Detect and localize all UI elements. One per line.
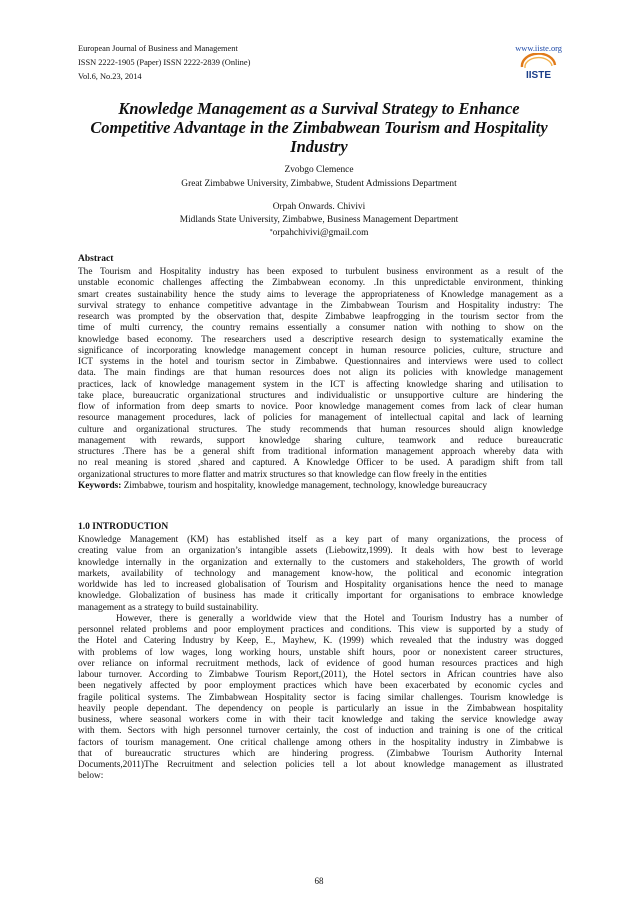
abstract-line: knowledge based economy. The researchers used a descriptive research design to systematically examine the [78,334,563,345]
abstract-line: management with rewards, support knowledge sharing culture, teamwork and reduce bureaucratic [78,435,563,446]
intro-line: with them. Sectors with high personnel turnover certainly, the cost of induction and training is one of the critical [78,726,563,737]
intro-line: that of bureaucratic structures which are hindering progress. (Zimbabwe Tourism Authority Internal [78,748,563,759]
intro-line: Knowledge Management (KM) has established itself as a key part of many organizations, the process of [78,535,563,545]
intro-line: knowledge. Globalization of business has made it critically important for organisations to embrace knowledge [78,591,563,602]
intro-line: personnel related problems and poor employment practices and conditions. This view is supported by a study of [78,625,563,635]
intro-line: been negatively affected by poor employment practices which have been exacerbated by economic cycles and [78,681,563,692]
abstract-line: flow of information from deep smarts to novice. Poor knowledge management comes from lack of clear human [78,402,563,412]
email-mark: * [269,229,273,235]
intro-line: fragile political systems. The Zimbabwean Hospitality sector is facing similar challenges. Tourism knowledge is [78,692,563,703]
intro-line: heavily people dependant. The dependency on people is particularly an issue in the Zimbabwean hospitality [78,703,563,714]
author-1-affiliation: Great Zimbabwe University, Zimbabwe, Student Admissions Department [181,179,457,189]
intro-line: business, where seasonal workers come in with their tacit knowledge and taking the service knowledge away [78,715,563,725]
intro-line: However, there is generally a worldwide view that the Hotel and Tourism Industry has a number of [116,613,563,624]
intro-line: worldwide has led to increased globalisation of Tourism and Hospitality organisations hence the need to manage [78,580,563,590]
author-2-affiliation: Midlands State University, Zimbabwe, Business Management Department [179,215,459,225]
intro-line: knowledge internally in the organization and externally to the customers and stakeholders, The growth of world [78,557,563,568]
intro-line: below: [78,771,104,782]
author-1-name: Zvobgo Clemence [284,165,354,175]
abstract-line: unstable economic challenges affecting the Zimbabwean economy. .In this unpredictable environment, thinking [78,278,563,289]
journal-url-link[interactable]: www.iiste.org [515,44,562,53]
journal-name: European Journal of Business and Management [78,44,238,53]
abstract-line: The Tourism and Hospitality industry has been exposed to turbulent business environment as a result of the [78,267,563,277]
intro-line: markets, availability of technology and management know-how, the political and economic integration [78,568,563,579]
volume-line: Vol.6, No.23, 2014 [78,72,142,81]
abstract-line: significance of incorporating knowledge management concept in human resource policies, culture, structure and [78,345,563,356]
intro-line: management as a strategy to build sustainability. [78,602,259,613]
keywords-text: Zimbabwe, tourism and hospitality, knowledge management, technology, knowledge bureaucracy [121,480,488,491]
abstract-line: practices, lack of knowledge management system in the ICT is affecting knowledge sharing and utilisation to [78,379,563,390]
abstract-line: culture and organizational structures. The study recommends that human resources should align knowledge [78,424,563,435]
issn-line: ISSN 2222-1905 (Paper) ISSN 2222-2839 (Online) [78,58,251,67]
author-email [0,228,638,239]
svg-text:IISTE: IISTE [525,70,552,80]
abstract-line: research was prompted by the observation that, despite Zimbabwe leapfrogging in the tourism sector from the [78,312,563,322]
intro-line: Documents,2011)The Recruitment and selection policies tell a lot about knowledge management as illustrated [78,760,563,770]
introduction-heading: 1.0 INTRODUCTION [78,522,169,532]
keywords-label: Keywords: [78,480,122,491]
author-2-name: Orpah Onwards. Chivivi [272,202,366,212]
intro-line: creating value from an organization’s intangible assets (Liebowitz,1999). It deals with how best to leverage [78,546,563,557]
abstract-body [78,267,563,492]
abstract-line: structures .There has be a general shift from traditional information management approach whereby data with [78,447,563,457]
abstract-line: ICT systems in the hotel and tourism sector in Zimbabwe. Questionnaires and interviews were used to collect [78,357,563,367]
intro-line: labour turnover. According to Zimbabwe Tourism Report,(2011), the Hotel sectors in African countries have also [78,670,563,680]
page-number: 68 [314,876,324,886]
iiste-logo-icon [519,53,558,80]
paper-title: Knowledge Management as a Survival Strategy to Enhance Competitive Advantage in the Zimbabwean Tourism and Hospitality Industry [90,99,548,156]
email-address: orpahchivivi@gmail.com [272,228,369,238]
abstract-line: resource management procedures, lack of policies for management of intellectual capital and lack of learning [78,413,563,424]
intro-line: over reliance on informal recruitment methods, lack of evidence of good human resources practices and high [78,658,563,669]
abstract-line: organizational structures to more flatter and matrix structures so that knowledge can flow freely in the entities [78,469,487,480]
intro-line: with problems of low wages, long working hours, unstable shift hours, poor or nonexistent career structures, [78,647,563,658]
keywords-line [78,481,563,492]
intro-line: factors of tourism management. One critical challenge among others in the hospitality industry in Zimbabwe is [78,737,563,748]
abstract-line: survival strategy to enhance competitive advantage in the Zimbabwean Tourism and Hospitality industry: The [78,300,563,311]
abstract-line: take place, bureaucratic organizational structures and individualistic or unsupportive culture are hindering the [78,390,563,401]
introduction-body [78,535,563,783]
abstract-line: smart creates sustainability hence the study aims to leverage the appropriateness of Knowledge management as a [78,289,563,300]
abstract-line: no real meaning is stored ,shared and captured. A Knowledge Officer to be used. A paradigm shift from tall [78,458,563,469]
abstract-line: time of multi currency, the country remains essentially a consumer nation with nothing to show on the [78,323,563,334]
abstract-heading: Abstract [78,254,114,264]
abstract-line: data. The main findings are that human resources does not align its policies with knowledge management [78,368,563,379]
intro-line: the Hotel and Catering Industry by Keep, E., Mayhew, K. (1999) which revealed that the industry was dogged [78,636,563,647]
